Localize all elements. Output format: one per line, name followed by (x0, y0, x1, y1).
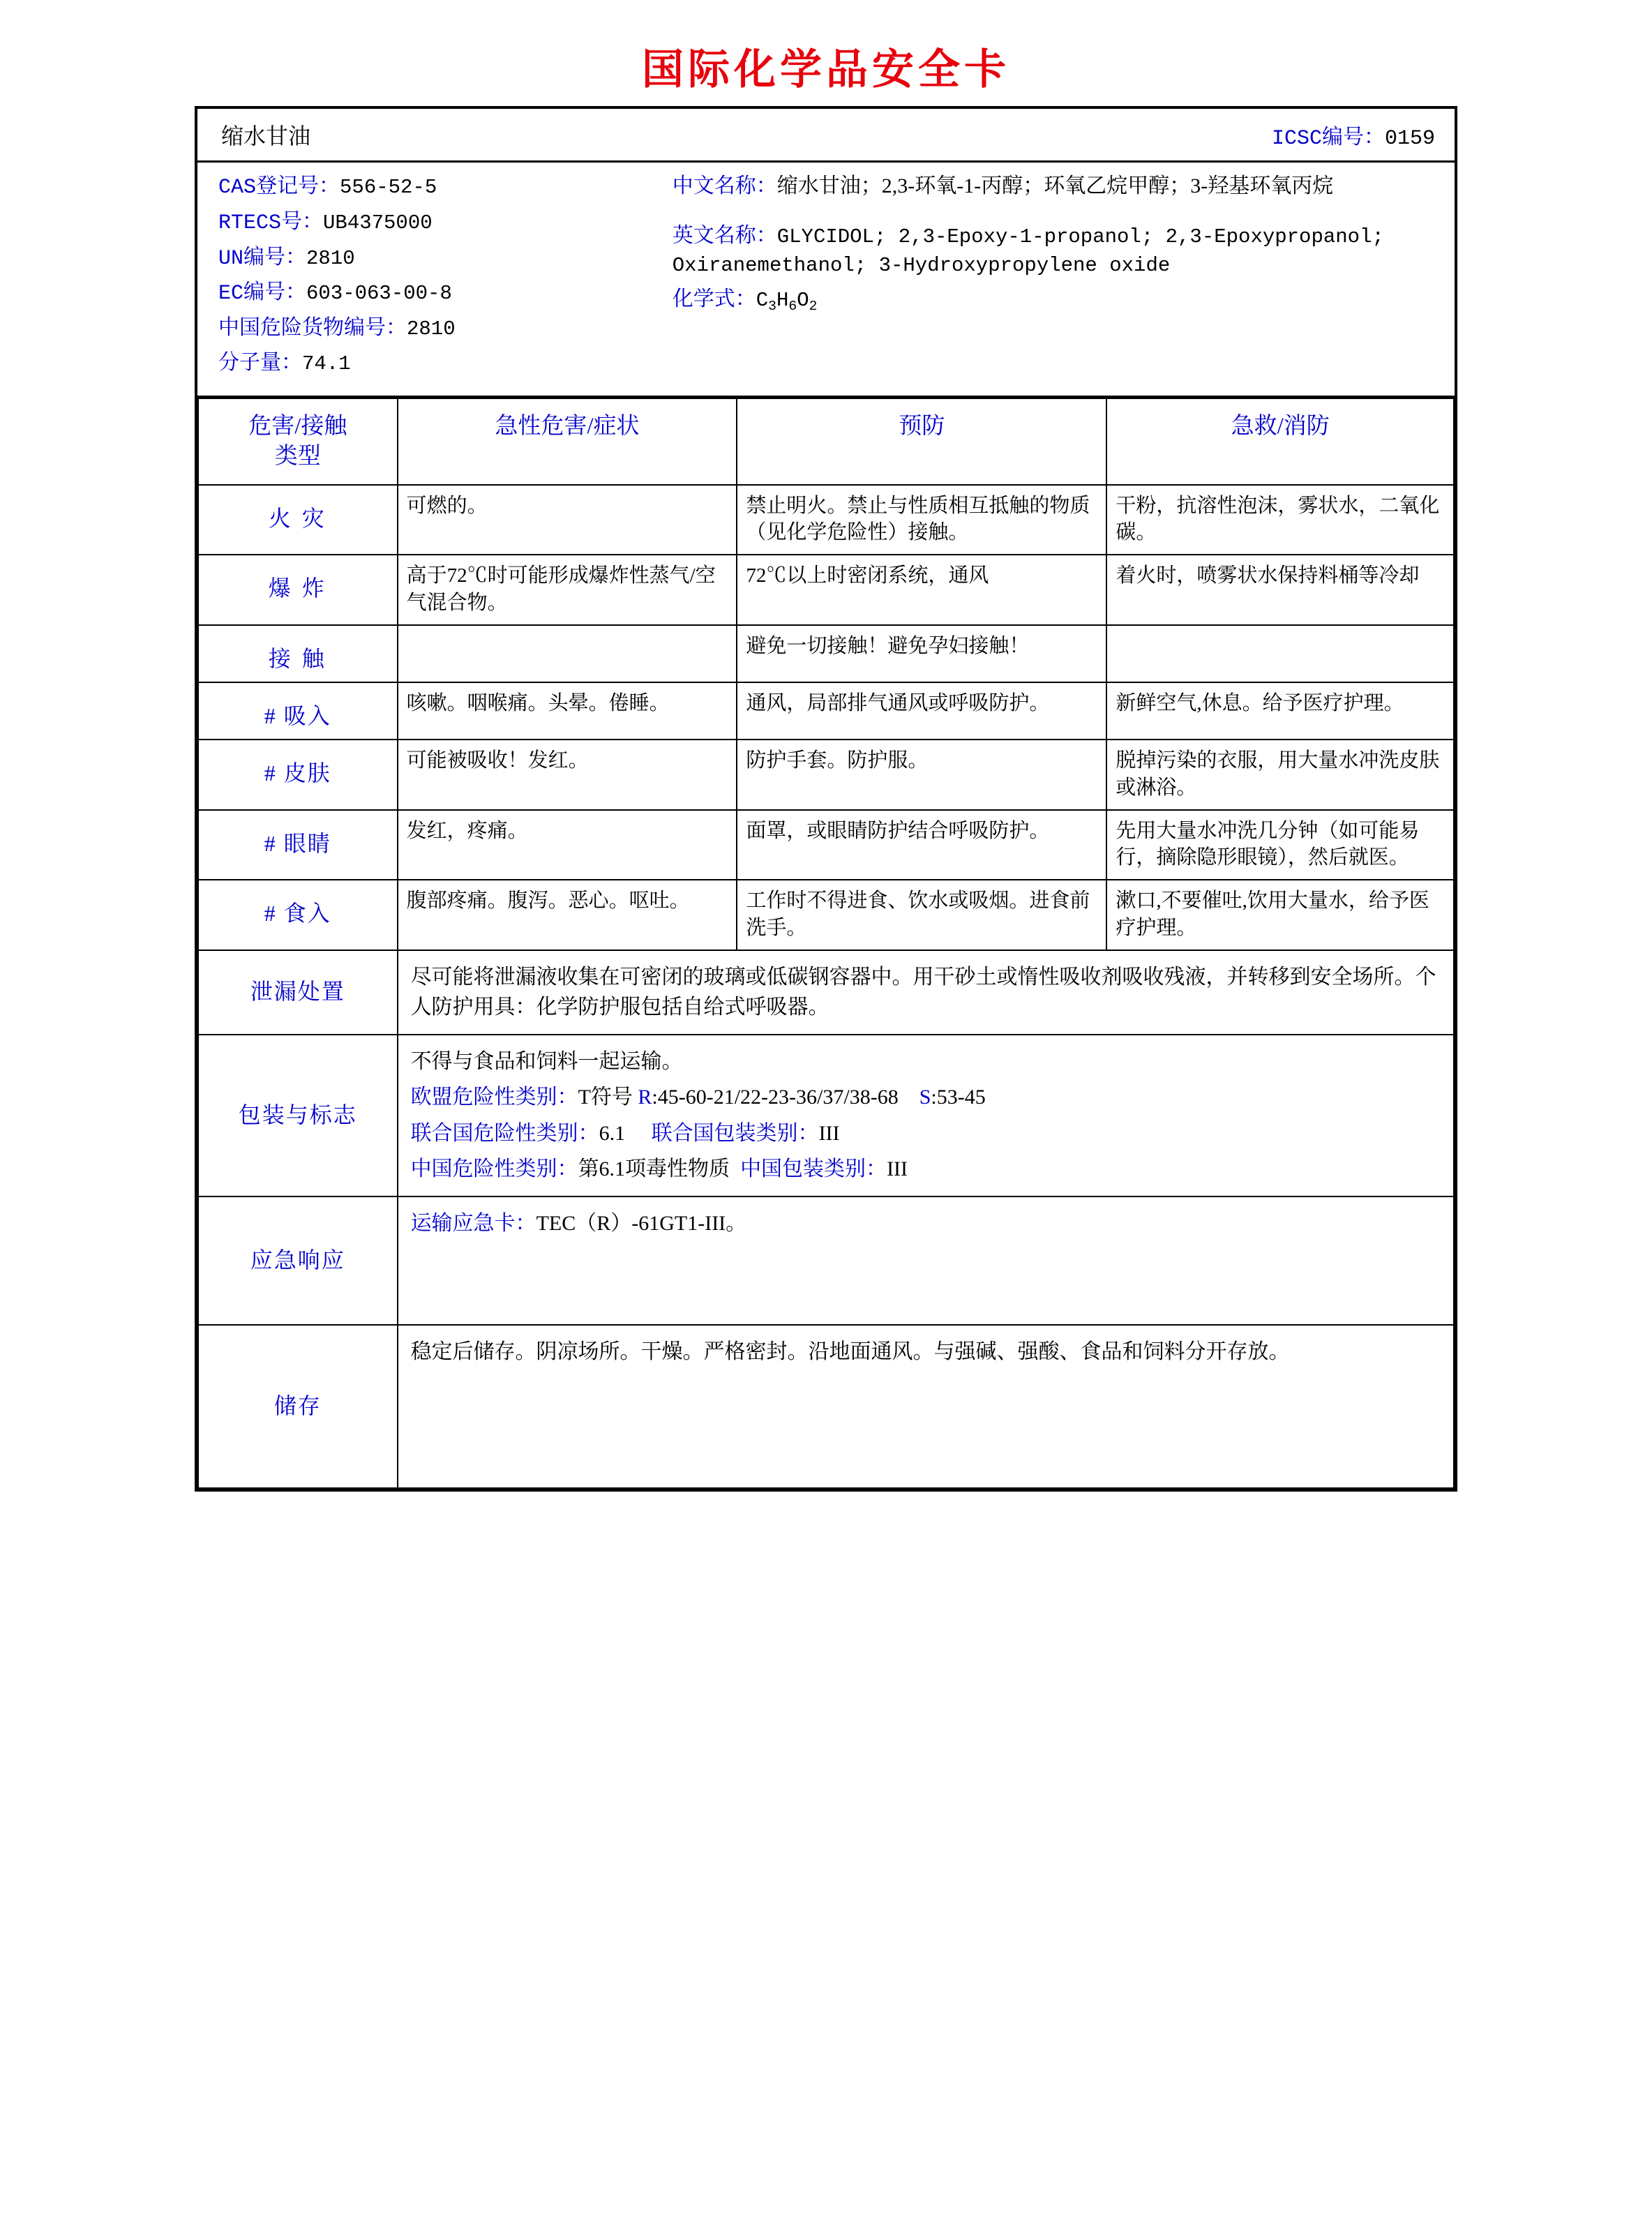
eu-hazard-label: 欧盟危险性类别： (410, 1086, 578, 1109)
row-label-skin: # 皮肤 (198, 740, 398, 810)
spill-text: 尽可能将泄漏液收集在可密闭的玻璃或低碳钢容器中。用干砂土或惰性吸收剂吸收残液，并转移到安全场所。个人防护用具：化学防护服包括自给式呼吸器。 (398, 950, 1454, 1035)
un-value: 2810 (306, 246, 355, 270)
ingestion-firstaid: 漱口,不要催吐,饮用大量水，给予医疗护理。 (1106, 880, 1454, 950)
cas-value: 556-52-5 (340, 176, 437, 199)
section-packaging (198, 1035, 1454, 1196)
page-title: 国际化学品安全卡 (642, 47, 1010, 93)
cn-packing-group-label: 中国包装类别： (740, 1157, 887, 1181)
cn-hazard-class-label: 中国危险性类别： (410, 1157, 578, 1181)
header-prevention: 预防 (737, 398, 1106, 485)
en-name-row (673, 222, 1438, 280)
fire-hazard: 可燃的。 (398, 485, 737, 555)
storage-text: 稳定后储存。阴凉场所。干燥。严格密封。沿地面通风。与强碱、强酸、食品和饲料分开存放。 (398, 1325, 1454, 1488)
ingestion-prevention: 工作时不得进食、饮水或吸烟。进食前洗手。 (737, 880, 1106, 950)
un-hazard-class-label: 联合国危险性类别： (410, 1121, 599, 1145)
row-label-explosion: 爆 炸 (198, 555, 398, 625)
cn-hazard-class-value: 第6.1项毒性物质 (578, 1157, 730, 1181)
formula-value: $C_3H_6O_2$ (756, 288, 818, 314)
emergency-body (398, 1196, 1454, 1325)
molecular-weight-row (218, 349, 656, 377)
row-label-ingestion: # 食入 (198, 880, 398, 950)
packaging-eu-row (411, 1082, 1441, 1113)
section-spill (198, 950, 1454, 1035)
exposure-hazard (398, 625, 737, 682)
skin-prevention: 防护手套。防护服。 (737, 740, 1106, 810)
cas-row (218, 172, 656, 202)
identity-block (197, 163, 1455, 398)
cn-dangerous-goods-row (218, 314, 656, 343)
cn-name-row (673, 172, 1438, 201)
emergency-card-row (411, 1208, 1441, 1239)
fire-prevention: 禁止明火。禁止与性质相互抵触的物质（见化学危险性）接触。 (737, 485, 1106, 555)
card-header (197, 109, 1455, 163)
eyes-hazard: 发红，疼痛。 (398, 810, 737, 880)
packaging-body (398, 1035, 1454, 1196)
icsc-number: 0159 (1384, 126, 1435, 151)
table-row (198, 625, 1454, 682)
explosion-hazard: 高于72℃时可能形成爆炸性蒸气/空气混合物。 (398, 555, 737, 625)
ec-row (218, 278, 656, 308)
formula-row (673, 285, 1438, 314)
icsc-card (195, 106, 1457, 1492)
icsc-label: ICSC编号： (1271, 126, 1385, 151)
substance-name: 缩水甘油 (221, 123, 311, 149)
exposure-prevention: 避免一切接触！避免孕妇接触！ (737, 625, 1106, 682)
packaging-un-row (411, 1118, 1441, 1149)
eyes-prevention: 面罩，或眼睛防护结合呼吸防护。 (737, 810, 1106, 880)
inhalation-hazard: 咳嗽。咽喉痛。头晕。倦睡。 (398, 682, 737, 740)
un-label: UN编号： (218, 246, 307, 271)
header-firstaid: 急救/消防 (1106, 398, 1454, 485)
molecular-weight-label: 分子量： (218, 350, 302, 374)
emergency-card-label: 运输应急卡： (410, 1211, 536, 1235)
rtecs-row (218, 208, 656, 238)
eu-s-value: :53-45 (931, 1086, 986, 1109)
inhalation-firstaid: 新鲜空气,休息。给予医疗护理。 (1106, 682, 1454, 740)
eu-r-value: :45-60-21/22-23-36/37/38-68 (652, 1086, 899, 1109)
formula-label: 化学式： (672, 287, 756, 310)
cas-label: CAS登记号： (218, 176, 340, 200)
cn-name-label: 中文名称： (672, 174, 777, 197)
hazard-matrix (197, 398, 1455, 1489)
ec-value: 603-063-00-8 (306, 282, 452, 306)
section-storage (198, 1325, 1454, 1488)
row-label-exposure: 接 触 (198, 625, 398, 682)
spill-label: 泄漏处置 (198, 950, 398, 1035)
cn-dangerous-goods-value: 2810 (407, 317, 456, 341)
identity-right (663, 163, 1455, 396)
rtecs-label: RTECS号： (218, 211, 324, 235)
exposure-firstaid (1106, 625, 1454, 682)
header-hazard: 急性危害/症状 (398, 398, 737, 485)
icsc-number-block (1272, 110, 1455, 160)
rtecs-value: UB4375000 (323, 211, 433, 234)
table-row (198, 740, 1454, 810)
un-hazard-class-value: 6.1 (599, 1121, 626, 1145)
skin-firstaid: 脱掉污染的衣服，用大量水冲洗皮肤或淋浴。 (1106, 740, 1454, 810)
packaging-cn-row (411, 1154, 1441, 1185)
cn-dangerous-goods-label: 中国危险货物编号： (218, 316, 407, 340)
row-label-eyes: # 眼睛 (198, 810, 398, 880)
packaging-label: 包装与标志 (198, 1035, 398, 1196)
inhalation-prevention: 通风，局部排气通风或呼吸防护。 (737, 682, 1106, 740)
cn-packing-group-value: III (887, 1157, 908, 1181)
eu-r-label: R (638, 1086, 652, 1109)
row-label-inhalation: # 吸入 (198, 682, 398, 740)
un-packing-group-value: III (818, 1121, 840, 1145)
skin-hazard: 可能被吸收！发红。 (398, 740, 737, 810)
packaging-line1: 不得与食品和饲料一起运输。 (410, 1049, 683, 1073)
table-row (198, 485, 1454, 555)
storage-label: 储存 (198, 1325, 398, 1488)
en-name-value: GLYCIDOL; 2,3-Epoxy-1-propanol; 2,3-Epoxypropanol; Oxiranemethanol; 3-Hydroxypropylene oxide (672, 225, 1384, 278)
eyes-firstaid: 先用大量水冲洗几分钟（如可能易行，摘除隐形眼镜），然后就医。 (1106, 810, 1454, 880)
table-row (198, 810, 1454, 880)
row-label-fire: 火 灾 (198, 485, 398, 555)
header-type: 危害/接触 类型 (198, 398, 398, 485)
fire-firstaid: 干粉，抗溶性泡沫，雾状水，二氧化碳。 (1106, 485, 1454, 555)
emergency-label: 应急响应 (198, 1196, 398, 1325)
table-row (198, 555, 1454, 625)
section-emergency (198, 1196, 1454, 1325)
cn-name-value: 缩水甘油；2,3-环氧-1-丙醇；环氧乙烷甲醇；3-羟基环氧丙烷 (776, 174, 1334, 197)
eu-hazard-symbol: T符号 (578, 1086, 638, 1109)
un-packing-group-label: 联合国包装类别： (651, 1121, 819, 1145)
ec-label: EC编号： (218, 282, 307, 306)
un-row (218, 243, 656, 273)
ingestion-hazard: 腹部疼痛。腹泻。恶心。呕吐。 (398, 880, 737, 950)
table-row (198, 880, 1454, 950)
molecular-weight-value: 74.1 (302, 352, 351, 375)
table-row (198, 682, 1454, 740)
identity-left (197, 163, 663, 396)
explosion-prevention: 72℃以上时密闭系统，通风 (737, 555, 1106, 625)
emergency-card-value: TEC（R）-61GT1-III。 (536, 1211, 747, 1235)
eu-s-label: S (919, 1086, 931, 1109)
matrix-header-row (198, 398, 1454, 485)
en-name-label: 英文名称： (672, 223, 777, 247)
explosion-firstaid: 着火时，喷雾状水保持料桶等冷却 (1106, 555, 1454, 625)
